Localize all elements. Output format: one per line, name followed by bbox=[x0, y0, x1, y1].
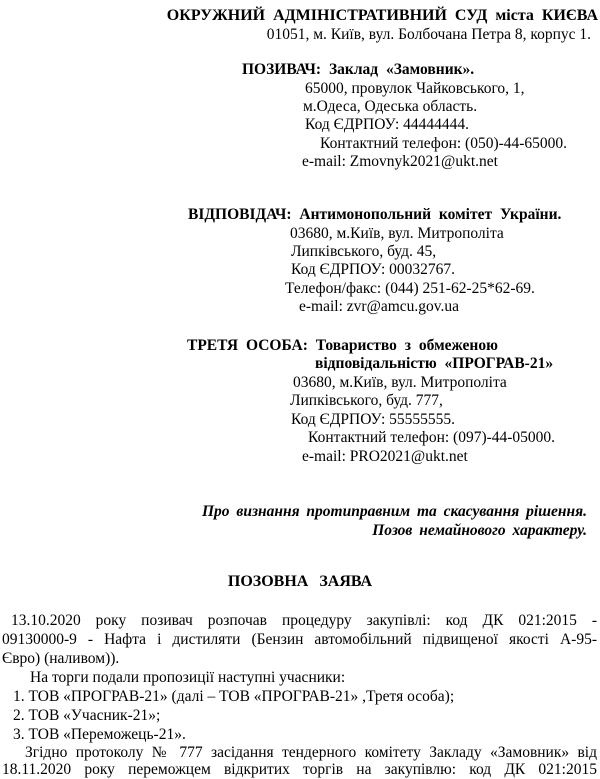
body-list-item: 2. ТОВ «Учасник-21»; bbox=[13, 707, 161, 724]
third-party-label: ТРЕТЯ ОСОБА: Товариство з обмеженою bbox=[187, 337, 498, 354]
body-line-clipped: 18.11.2020 року переможцем відкритих торгів на закупівлю: код ДК 021:2015 bbox=[2, 761, 597, 778]
defendant-phone-line: Телефон/факс: (044) 251-62-25*62-69. bbox=[285, 280, 535, 297]
case-subject-line: Про визнання протиправним та скасування рішення. bbox=[201, 503, 587, 520]
defendant-label: ВІДПОВІДАЧ: Антимонопольний комітет України. bbox=[188, 206, 562, 223]
document-heading: ПОЗОВНА ЗАЯВА bbox=[227, 573, 373, 590]
body-line: 13.10.2020 року позивач розпочав процедуру закупівлі: код ДК 021:2015 - bbox=[11, 612, 597, 629]
court-address: 01051, м. Київ, вул. Болбочана Петра 8, корпус 1. bbox=[266, 26, 591, 43]
plaintiff-label: ПОЗИВАЧ: Заклад «Замовник». bbox=[242, 61, 475, 78]
plaintiff-email-line: e-mail: Zmovnyk2021@ukt.net bbox=[302, 153, 498, 170]
body-list-item: 1. ТОВ «ПРОГРАВ-21» (далі – ТОВ «ПРОГРАВ-21» ,Третя особа); bbox=[13, 688, 455, 705]
body-list-item: 3. ТОВ «Переможець-21». bbox=[13, 726, 186, 743]
defendant-edrpou-line: Код ЄДРПОУ: 00032767. bbox=[291, 261, 456, 278]
third-party-address-line: 03680, м.Київ, вул. Митрополіта bbox=[293, 374, 507, 391]
body-line: Згідно протоколу № 777 засідання тендерного комітету Закладу «Замовник» від bbox=[25, 744, 597, 761]
third-party-edrpou-line: Код ЄДРПОУ: 55555555. bbox=[291, 411, 456, 428]
third-party-address-line: Липківського, буд. 777, bbox=[290, 392, 443, 409]
plaintiff-phone-line: Контактний телефон: (050)-44-65000. bbox=[320, 135, 568, 152]
third-party-email-line: e-mail: PRO2021@ukt.net bbox=[302, 448, 468, 465]
case-subject-line: Позов немайнового характеру. bbox=[372, 522, 587, 539]
defendant-address-line: 03680, м.Київ, вул. Митрополіта bbox=[290, 225, 504, 242]
defendant-email-line: e-mail: zvr@amcu.gov.ua bbox=[299, 298, 460, 315]
defendant-address-line: Липківського, буд. 45, bbox=[291, 243, 437, 260]
body-line: Євро) (наливом)). bbox=[2, 650, 120, 667]
body-line: 09130000-9 - Нафта і дистиляти (Бензин автомобільний підвищеної якості А-95- bbox=[2, 631, 597, 648]
third-party-label-continuation: відповідальністю «ПРОГРАВ-21» bbox=[315, 355, 554, 372]
court-name: ОКРУЖНИЙ АДМІНІСТРАТИВНИЙ СУД міста КИЄВА bbox=[166, 7, 598, 24]
third-party-phone-line: Контактний телефон: (097)-44-05000. bbox=[308, 429, 556, 446]
plaintiff-edrpou-line: Код ЄДРПОУ: 44444444. bbox=[305, 116, 470, 133]
plaintiff-address-line: м.Одеса, Одеська область. bbox=[303, 98, 478, 115]
plaintiff-address-line: 65000, провулок Чайковського, 1, bbox=[305, 80, 525, 97]
body-line: На торги подали пропозиції наступні учасники: bbox=[30, 669, 346, 686]
